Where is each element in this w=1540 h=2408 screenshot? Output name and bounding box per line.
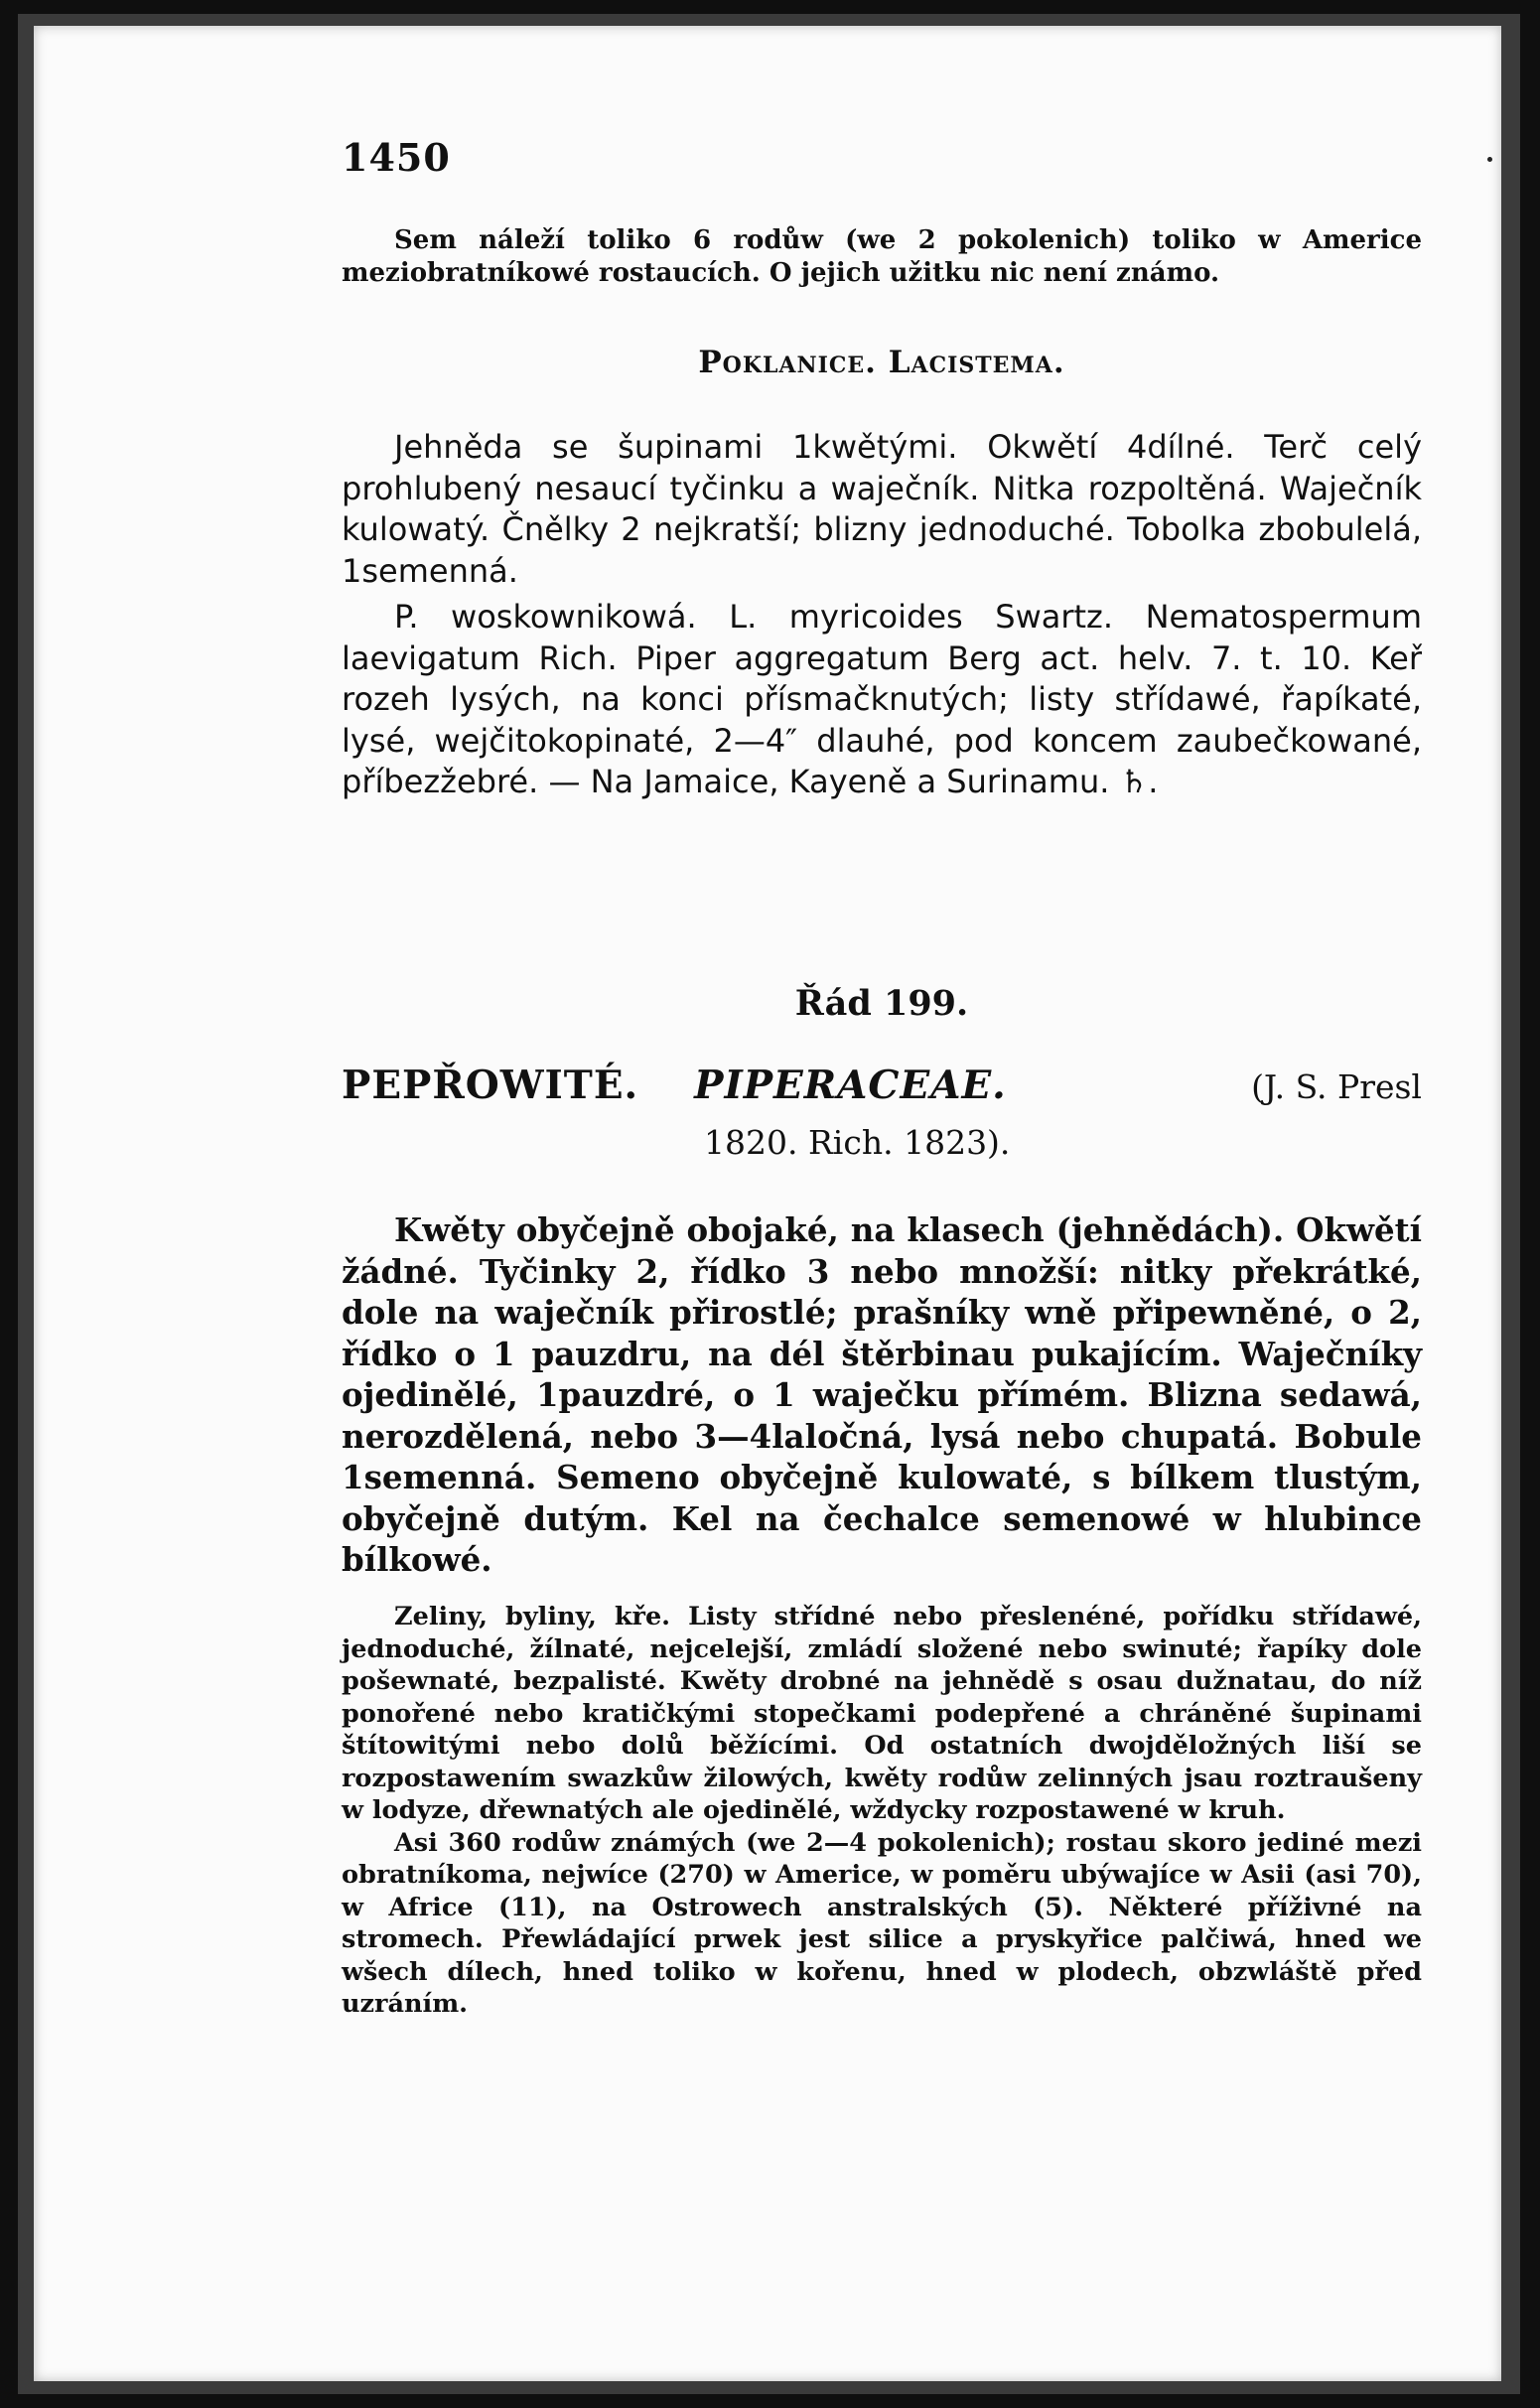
intro-text: Sem náleží toliko 6 rodůw (we 2 pokolenich) toliko w Americe meziobratníkowé rostaucích. O jejich užitku nic není známo. — [342, 225, 1422, 288]
family-description-text: Kwěty obyčejně obojaké, na klasech (jehnědách). Okwětí žádné. Tyčinky 2, řídko 3 nebo množší: nitky překrátké, dole na waječník přirostlé; prašníky wně připewněné, o 2, řídko o 1 pauzdru, na dél štěrbinau pukajícím. Waječníky ojedinělé, 1pauzdré, o 1 waječku přímém. Blizna sedawá, nerozdělená, nebo 3—4laločná, lysá nebo chupatá. Bobule 1semenná. Semeno obyčejně kulowaté, s bílkem tlustým, obyčejně dutým. Kel na čechalce semenowé w hlubince bílkowé. — [342, 1210, 1422, 1579]
genus-heading: Poklanice. Lacistema. — [698, 345, 1065, 380]
page-number: 1450 — [342, 135, 451, 180]
species-entry-text: P. woskownikowá. L. myricoides Swartz. Nematospermum laevigatum Rich. Piper aggregatum Berg act. helv. 7. t. 10. Keř rozeh lysých, na konci přísmačknutých; listy střídawé, řapíkaté, lysé, wejčitokopinaté, 2—4″ dlauhé, pod koncem zaubečkowané, příbezžebré. — Na Jamaice, Kayeně a Surinamu. ♄. — [342, 598, 1422, 800]
family-description — [342, 1209, 1422, 1581]
species-entry — [342, 597, 1422, 803]
family-notes — [342, 1601, 1422, 2021]
family-heading — [342, 1056, 1422, 1170]
family-authority-line1: (J. S. Presl — [1251, 1067, 1422, 1106]
scan-speck — [1487, 157, 1492, 162]
family-latin-name: PIPERACEAE. — [694, 1062, 1007, 1108]
order-number: Řád 199. — [794, 983, 969, 1024]
family-intro-paragraph — [342, 224, 1422, 290]
family-note-distribution: Asi 360 rodůw známých (we 2—4 pokolenich); rostau skoro jediné mezi obratníkoma, nejwíce (270) w Americe, w poměru ubýwajíce w Asii (asi 70), w Africe (11), na Ostrowech anstralských (5). Některé příživné na stromech. Přewládající prwek jest silice a pryskyřice palčiwá, hned we wšech dílech, hned toliko w kořenu, hned w plodech, obzwláště před uzráním. — [342, 1827, 1422, 2019]
family-czech-name: PEPŘOWITÉ. — [342, 1062, 639, 1108]
genus-description-text: Jehněda se šupinami 1kwětými. Okwětí 4dílné. Terč celý prohlubený nesaucí tyčinku a waječník. Nitka rozpoltěná. Waječník kulowatý. Čnělky 2 nejkratší; blizny jednoduché. Tobolka zbobulelá, 1semenná. — [342, 428, 1422, 590]
family-authority-line2: 1820. Rich. 1823). — [704, 1123, 1011, 1162]
genus-description — [342, 427, 1422, 592]
family-note-habit: Zeliny, byliny, kře. Listy střídné nebo přeslenéné, pořídku střídawé, jednoduché, žílnaté, nejcelejší, zmládí složené nebo swinuté; řapíky dole pošewnaté, bezpalisté. Kwěty drobné na jehnědě s osau dužnatau, do níž ponořené nebo kratičkými stopečkami podepřené a chráněné šupinami štítowitými nebo dolů běžícími. Od ostatních dwojděložných liší se rozpostawením swazkůw žilowých, kwěty rodůw zelinných jsau roztraušeny w lodyze, dřewnatých ale ojedinělé, wždycky rozpostawené w kruh. — [342, 1602, 1422, 1825]
